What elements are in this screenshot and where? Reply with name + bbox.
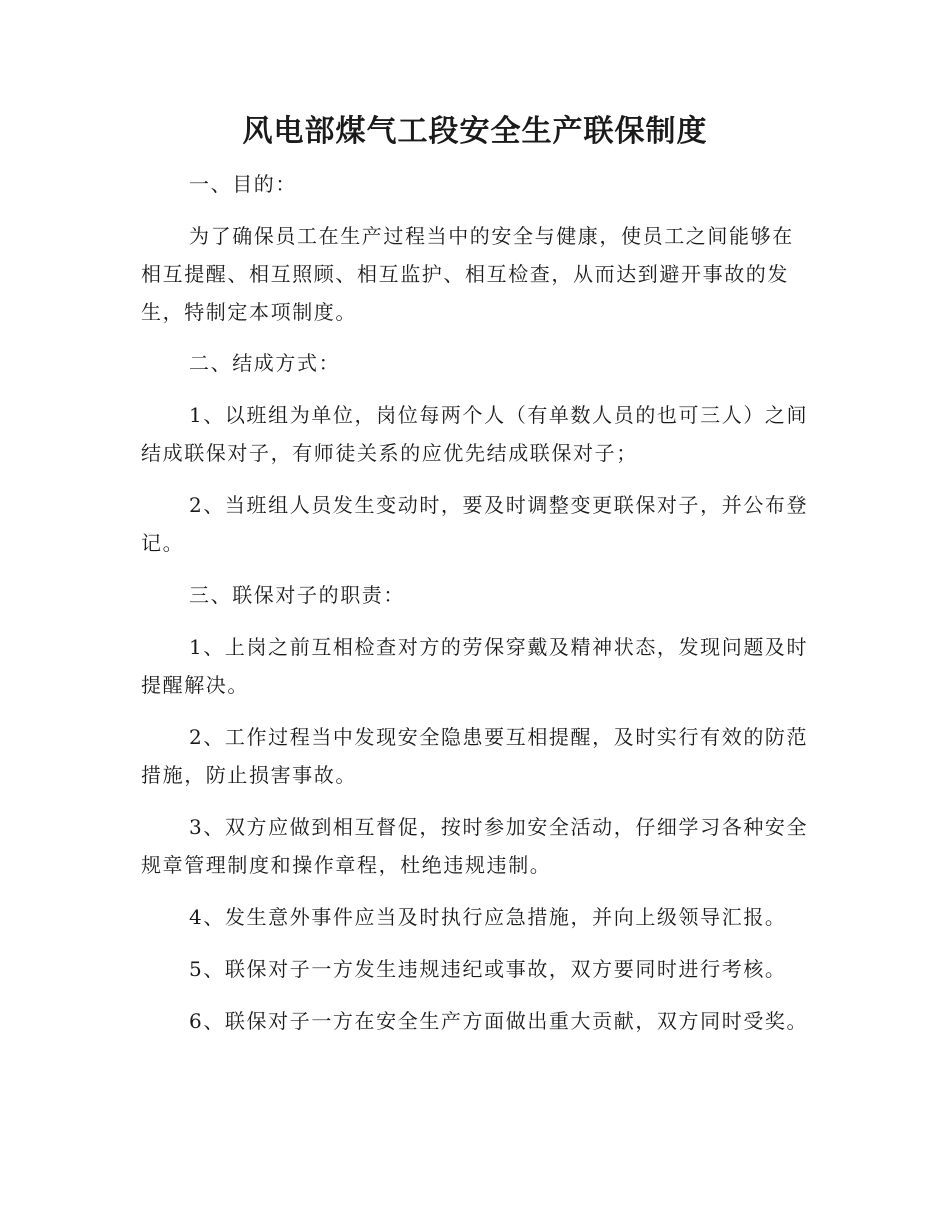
paragraph-duty-1: 1、上岗之前互相检查对方的劳保穿戴及精神状态，发现问题及时提醒解决。 — [141, 635, 809, 697]
paragraph-duty-4: 4、发生意外事件应当及时执行应急措施，并向上级领导汇报。 — [189, 905, 787, 929]
paragraph-formation-1: 1、以班组为单位，岗位每两个人（有单数人员的也可三人）之间结成联保对子，有师徒关系的应优先结成联保对子； — [141, 403, 809, 465]
document-title: 风电部煤气工段安全生产联保制度 — [242, 114, 708, 149]
paragraph-purpose: 为了确保员工在生产过程当中的安全与健康，使员工之间能够在相互提醒、相互照顾、相互监护、相互检查，从而达到避开事故的发生，特制定本项制度。 — [141, 224, 794, 324]
paragraph-duty-2: 2、工作过程当中发现安全隐患要互相提醒，及时实行有效的防范措施，防止损害事故。 — [141, 725, 809, 787]
paragraph-duty-3: 3、双方应做到相互督促，按时参加安全活动，仔细学习各种安全规章管理制度和操作章程，杜绝违规违制。 — [141, 815, 809, 877]
paragraph-duty-6: 6、联保对子一方在安全生产方面做出重大贡献，双方同时受奖。 — [189, 1009, 809, 1033]
paragraph-duty-5: 5、联保对子一方发生违规违纪或事故，双方要同时进行考核。 — [189, 957, 787, 981]
section-heading-purpose: 一、目的： — [189, 172, 297, 196]
paragraph-formation-2: 2、当班组人员发生变动时，要及时调整变更联保对子，并公布登记。 — [141, 493, 809, 555]
section-heading-formation: 二、结成方式： — [189, 351, 341, 375]
section-heading-duties: 三、联保对子的职责： — [189, 583, 405, 607]
